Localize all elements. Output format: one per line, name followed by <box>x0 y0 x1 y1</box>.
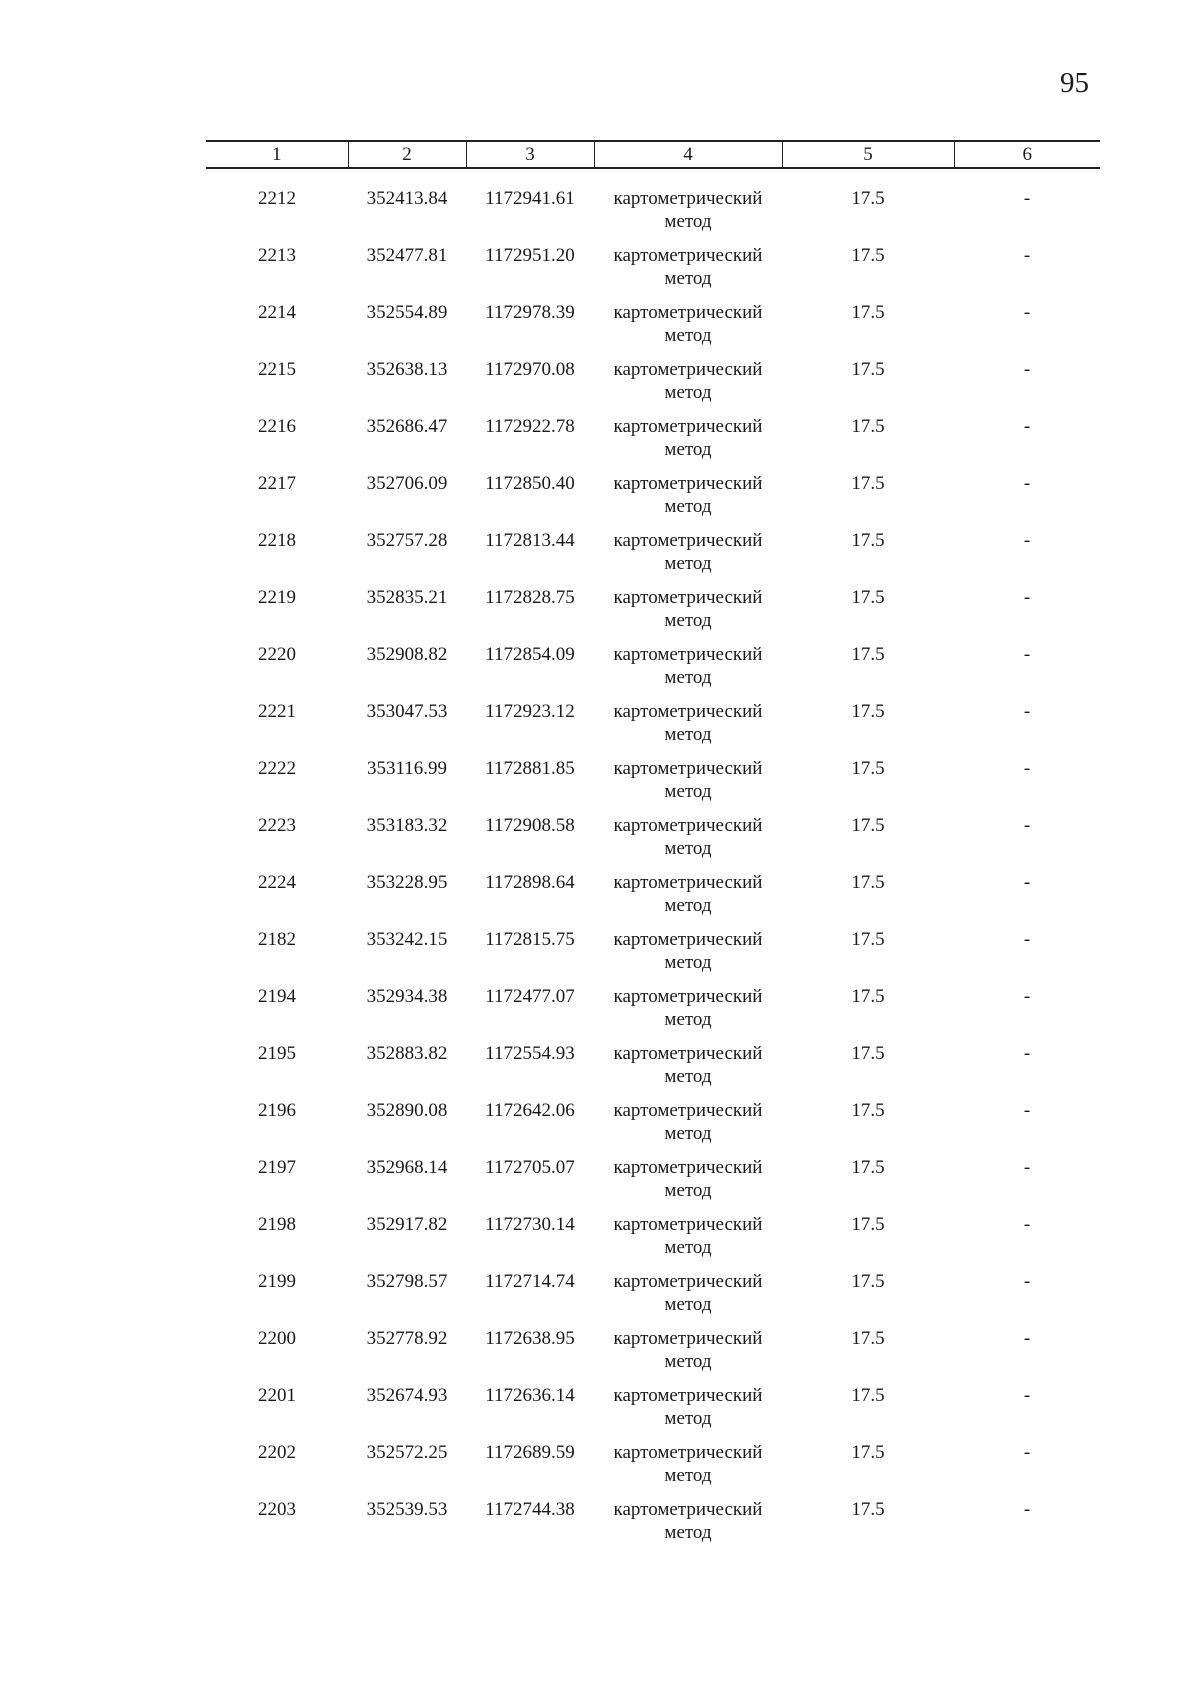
point-id-cell: 2223 <box>258 815 296 836</box>
note-cell: - <box>1023 872 1031 893</box>
method-text-line1: картометрический <box>613 986 763 1007</box>
method-cell <box>594 412 782 469</box>
point-id-cell: 2200 <box>258 1328 296 1349</box>
x-coordinate-cell: 352883.82 <box>366 1043 448 1064</box>
point-id-cell: 2215 <box>258 359 296 380</box>
method-text-line2: метод <box>664 1351 712 1372</box>
method-cell <box>594 1096 782 1153</box>
accuracy-cell: 17.5 <box>851 815 885 836</box>
method-text-line1: картометрический <box>613 530 763 551</box>
table-row <box>206 1438 1100 1495</box>
method-cell <box>594 1153 782 1210</box>
table-row <box>206 1210 1100 1267</box>
method-cell <box>594 583 782 640</box>
method-text-line2: метод <box>664 1408 712 1429</box>
method-text-line1: картометрический <box>613 1385 763 1406</box>
accuracy-cell: 17.5 <box>851 701 885 722</box>
method-cell <box>594 355 782 412</box>
x-coordinate-cell: 352638.13 <box>366 359 448 380</box>
method-text-line2: метод <box>664 1009 712 1030</box>
y-coordinate-cell: 1172554.93 <box>485 1043 575 1064</box>
method-text-line2: метод <box>664 268 712 289</box>
x-coordinate-cell: 352674.93 <box>366 1385 448 1406</box>
method-text-line1: картометрический <box>613 701 763 722</box>
method-cell <box>594 168 782 241</box>
table-header <box>206 141 1100 168</box>
x-coordinate-cell: 353228.95 <box>366 872 448 893</box>
note-cell: - <box>1023 416 1031 437</box>
method-text-line1: картометрический <box>613 1442 763 1463</box>
y-coordinate-cell: 1172850.40 <box>485 473 575 494</box>
accuracy-cell: 17.5 <box>851 986 885 1007</box>
y-coordinate-cell: 1172970.08 <box>485 359 575 380</box>
accuracy-cell: 17.5 <box>851 1442 885 1463</box>
table-row <box>206 754 1100 811</box>
method-text-line1: картометрический <box>613 473 763 494</box>
table-row <box>206 469 1100 526</box>
y-coordinate-cell: 1172881.85 <box>485 758 575 779</box>
method-cell <box>594 1039 782 1096</box>
x-coordinate-cell: 352908.82 <box>366 644 448 665</box>
x-coordinate-cell: 352686.47 <box>366 416 448 437</box>
method-cell <box>594 982 782 1039</box>
point-id-cell: 2201 <box>258 1385 296 1406</box>
table-row <box>206 697 1100 754</box>
note-cell: - <box>1023 1328 1031 1349</box>
table-row <box>206 412 1100 469</box>
accuracy-cell: 17.5 <box>851 1328 885 1349</box>
method-text-line2: метод <box>664 1294 712 1315</box>
method-text-line1: картометрический <box>613 1100 763 1121</box>
method-text-line1: картометрический <box>613 1214 763 1235</box>
method-text-line2: метод <box>664 610 712 631</box>
method-cell <box>594 640 782 697</box>
x-coordinate-cell: 352572.25 <box>366 1442 448 1463</box>
x-coordinate-cell: 352917.82 <box>366 1214 448 1235</box>
x-coordinate-cell: 353047.53 <box>366 701 448 722</box>
method-cell <box>594 1210 782 1267</box>
note-cell: - <box>1023 473 1031 494</box>
method-text-line2: метод <box>664 1237 712 1258</box>
point-id-cell: 2218 <box>258 530 296 551</box>
method-text-line1: картометрический <box>613 929 763 950</box>
point-id-cell: 2199 <box>258 1271 296 1292</box>
method-text-line2: метод <box>664 1465 712 1486</box>
point-id-cell: 2214 <box>258 302 296 323</box>
x-coordinate-cell: 352706.09 <box>366 473 448 494</box>
accuracy-cell: 17.5 <box>851 302 885 323</box>
method-cell <box>594 868 782 925</box>
note-cell: - <box>1023 188 1031 209</box>
method-cell <box>594 1495 782 1552</box>
y-coordinate-cell: 1172689.59 <box>485 1442 575 1463</box>
accuracy-cell: 17.5 <box>851 1043 885 1064</box>
table-row <box>206 1381 1100 1438</box>
method-text-line1: картометрический <box>613 872 763 893</box>
y-coordinate-cell: 1172922.78 <box>485 416 575 437</box>
column-header-5: 5 <box>782 141 954 168</box>
method-text-line2: метод <box>664 838 712 859</box>
y-coordinate-cell: 1172730.14 <box>485 1214 575 1235</box>
method-cell <box>594 925 782 982</box>
method-text-line2: метод <box>664 1123 712 1144</box>
x-coordinate-cell: 352778.92 <box>366 1328 448 1349</box>
x-coordinate-cell: 352539.53 <box>366 1499 448 1520</box>
y-coordinate-cell: 1172898.64 <box>485 872 575 893</box>
note-cell: - <box>1023 644 1031 665</box>
accuracy-cell: 17.5 <box>851 530 885 551</box>
table-row <box>206 1324 1100 1381</box>
point-id-cell: 2222 <box>258 758 296 779</box>
table-row <box>206 925 1100 982</box>
table-row <box>206 526 1100 583</box>
method-text-line1: картометрический <box>613 1157 763 1178</box>
method-cell <box>594 1324 782 1381</box>
y-coordinate-cell: 1172978.39 <box>485 302 575 323</box>
y-coordinate-cell: 1172854.09 <box>485 644 575 665</box>
table-row <box>206 1495 1100 1552</box>
note-cell: - <box>1023 986 1031 1007</box>
column-header-2: 2 <box>348 141 466 168</box>
point-id-cell: 2213 <box>258 245 296 266</box>
header-row <box>206 141 1100 168</box>
method-text-line2: метод <box>664 382 712 403</box>
accuracy-cell: 17.5 <box>851 1100 885 1121</box>
table-row <box>206 583 1100 640</box>
y-coordinate-cell: 1172815.75 <box>485 929 575 950</box>
point-id-cell: 2224 <box>258 872 296 893</box>
method-text-line1: картометрический <box>613 1271 763 1292</box>
note-cell: - <box>1023 929 1031 950</box>
method-cell <box>594 1381 782 1438</box>
method-text-line1: картометрический <box>613 1499 763 1520</box>
method-text-line2: метод <box>664 724 712 745</box>
method-text-line1: картометрический <box>613 416 763 437</box>
table-row <box>206 168 1100 241</box>
table-row <box>206 1153 1100 1210</box>
y-coordinate-cell: 1172744.38 <box>485 1499 575 1520</box>
column-header-3: 3 <box>466 141 594 168</box>
x-coordinate-cell: 352835.21 <box>366 587 448 608</box>
note-cell: - <box>1023 815 1031 836</box>
note-cell: - <box>1023 1385 1031 1406</box>
method-text-line2: метод <box>664 553 712 574</box>
accuracy-cell: 17.5 <box>851 929 885 950</box>
note-cell: - <box>1023 1442 1031 1463</box>
method-cell <box>594 469 782 526</box>
method-text-line2: метод <box>664 895 712 916</box>
y-coordinate-cell: 1172908.58 <box>485 815 575 836</box>
accuracy-cell: 17.5 <box>851 587 885 608</box>
table-row <box>206 241 1100 298</box>
table-row <box>206 1096 1100 1153</box>
method-text-line1: картометрический <box>613 1043 763 1064</box>
point-id-cell: 2221 <box>258 701 296 722</box>
table-row <box>206 640 1100 697</box>
accuracy-cell: 17.5 <box>851 188 885 209</box>
method-text-line1: картометрический <box>613 644 763 665</box>
accuracy-cell: 17.5 <box>851 359 885 380</box>
method-text-line2: метод <box>664 952 712 973</box>
y-coordinate-cell: 1172828.75 <box>485 587 575 608</box>
point-id-cell: 2197 <box>258 1157 296 1178</box>
point-id-cell: 2212 <box>258 188 296 209</box>
accuracy-cell: 17.5 <box>851 758 885 779</box>
x-coordinate-cell: 353242.15 <box>366 929 448 950</box>
point-id-cell: 2217 <box>258 473 296 494</box>
note-cell: - <box>1023 1157 1031 1178</box>
y-coordinate-cell: 1172951.20 <box>485 245 575 266</box>
method-cell <box>594 697 782 754</box>
method-text-line2: метод <box>664 1522 712 1543</box>
x-coordinate-cell: 352413.84 <box>366 188 448 209</box>
note-cell: - <box>1023 758 1031 779</box>
table-body <box>206 168 1100 1552</box>
note-cell: - <box>1023 1271 1031 1292</box>
y-coordinate-cell: 1172813.44 <box>485 530 575 551</box>
point-id-cell: 2219 <box>258 587 296 608</box>
y-coordinate-cell: 1172642.06 <box>485 1100 575 1121</box>
table-row <box>206 355 1100 412</box>
x-coordinate-cell: 353116.99 <box>366 758 448 779</box>
method-text-line1: картометрический <box>613 359 763 380</box>
accuracy-cell: 17.5 <box>851 245 885 266</box>
method-cell <box>594 1438 782 1495</box>
method-cell <box>594 811 782 868</box>
x-coordinate-cell: 352757.28 <box>366 530 448 551</box>
point-id-cell: 2195 <box>258 1043 296 1064</box>
accuracy-cell: 17.5 <box>851 416 885 437</box>
accuracy-cell: 17.5 <box>851 1214 885 1235</box>
table-row <box>206 811 1100 868</box>
column-header-4: 4 <box>594 141 782 168</box>
accuracy-cell: 17.5 <box>851 1271 885 1292</box>
point-id-cell: 2220 <box>258 644 296 665</box>
accuracy-cell: 17.5 <box>851 1157 885 1178</box>
note-cell: - <box>1023 530 1031 551</box>
method-text-line1: картометрический <box>613 587 763 608</box>
note-cell: - <box>1023 245 1031 266</box>
y-coordinate-cell: 1172638.95 <box>485 1328 575 1349</box>
y-coordinate-cell: 1172941.61 <box>485 188 575 209</box>
x-coordinate-cell: 353183.32 <box>366 815 448 836</box>
method-cell <box>594 298 782 355</box>
x-coordinate-cell: 352477.81 <box>366 245 448 266</box>
coordinates-table <box>206 140 1100 1552</box>
method-text-line2: метод <box>664 211 712 232</box>
method-cell <box>594 526 782 583</box>
method-text-line2: метод <box>664 781 712 802</box>
y-coordinate-cell: 1172923.12 <box>485 701 575 722</box>
method-text-line1: картометрический <box>613 245 763 266</box>
x-coordinate-cell: 352934.38 <box>366 986 448 1007</box>
accuracy-cell: 17.5 <box>851 473 885 494</box>
column-header-1: 1 <box>206 141 348 168</box>
note-cell: - <box>1023 1043 1031 1064</box>
page-number: 95 <box>1060 67 1089 99</box>
y-coordinate-cell: 1172705.07 <box>485 1157 575 1178</box>
method-text-line2: метод <box>664 496 712 517</box>
method-text-line1: картометрический <box>613 1328 763 1349</box>
point-id-cell: 2182 <box>258 929 296 950</box>
accuracy-cell: 17.5 <box>851 1499 885 1520</box>
note-cell: - <box>1023 587 1031 608</box>
note-cell: - <box>1023 1499 1031 1520</box>
point-id-cell: 2216 <box>258 416 296 437</box>
accuracy-cell: 17.5 <box>851 1385 885 1406</box>
method-text-line1: картометрический <box>613 758 763 779</box>
y-coordinate-cell: 1172714.74 <box>485 1271 575 1292</box>
point-id-cell: 2198 <box>258 1214 296 1235</box>
point-id-cell: 2196 <box>258 1100 296 1121</box>
note-cell: - <box>1023 701 1031 722</box>
method-text-line2: метод <box>664 325 712 346</box>
note-cell: - <box>1023 1214 1031 1235</box>
column-header-6: 6 <box>954 141 1100 168</box>
method-text-line1: картометрический <box>613 188 763 209</box>
accuracy-cell: 17.5 <box>851 644 885 665</box>
y-coordinate-cell: 1172636.14 <box>485 1385 575 1406</box>
table-row <box>206 982 1100 1039</box>
note-cell: - <box>1023 302 1031 323</box>
x-coordinate-cell: 352890.08 <box>366 1100 448 1121</box>
table-row <box>206 1267 1100 1324</box>
method-text-line2: метод <box>664 1180 712 1201</box>
method-cell <box>594 754 782 811</box>
x-coordinate-cell: 352968.14 <box>366 1157 448 1178</box>
method-text-line2: метод <box>664 439 712 460</box>
x-coordinate-cell: 352554.89 <box>366 302 448 323</box>
method-cell <box>594 1267 782 1324</box>
method-text-line2: метод <box>664 667 712 688</box>
note-cell: - <box>1023 1100 1031 1121</box>
table-row <box>206 1039 1100 1096</box>
method-text-line2: метод <box>664 1066 712 1087</box>
table-row <box>206 868 1100 925</box>
point-id-cell: 2202 <box>258 1442 296 1463</box>
y-coordinate-cell: 1172477.07 <box>485 986 575 1007</box>
table-row <box>206 298 1100 355</box>
method-text-line1: картометрический <box>613 302 763 323</box>
x-coordinate-cell: 352798.57 <box>366 1271 448 1292</box>
method-cell <box>594 241 782 298</box>
method-text-line1: картометрический <box>613 815 763 836</box>
point-id-cell: 2194 <box>258 986 296 1007</box>
point-id-cell: 2203 <box>258 1499 296 1520</box>
note-cell: - <box>1023 359 1031 380</box>
accuracy-cell: 17.5 <box>851 872 885 893</box>
